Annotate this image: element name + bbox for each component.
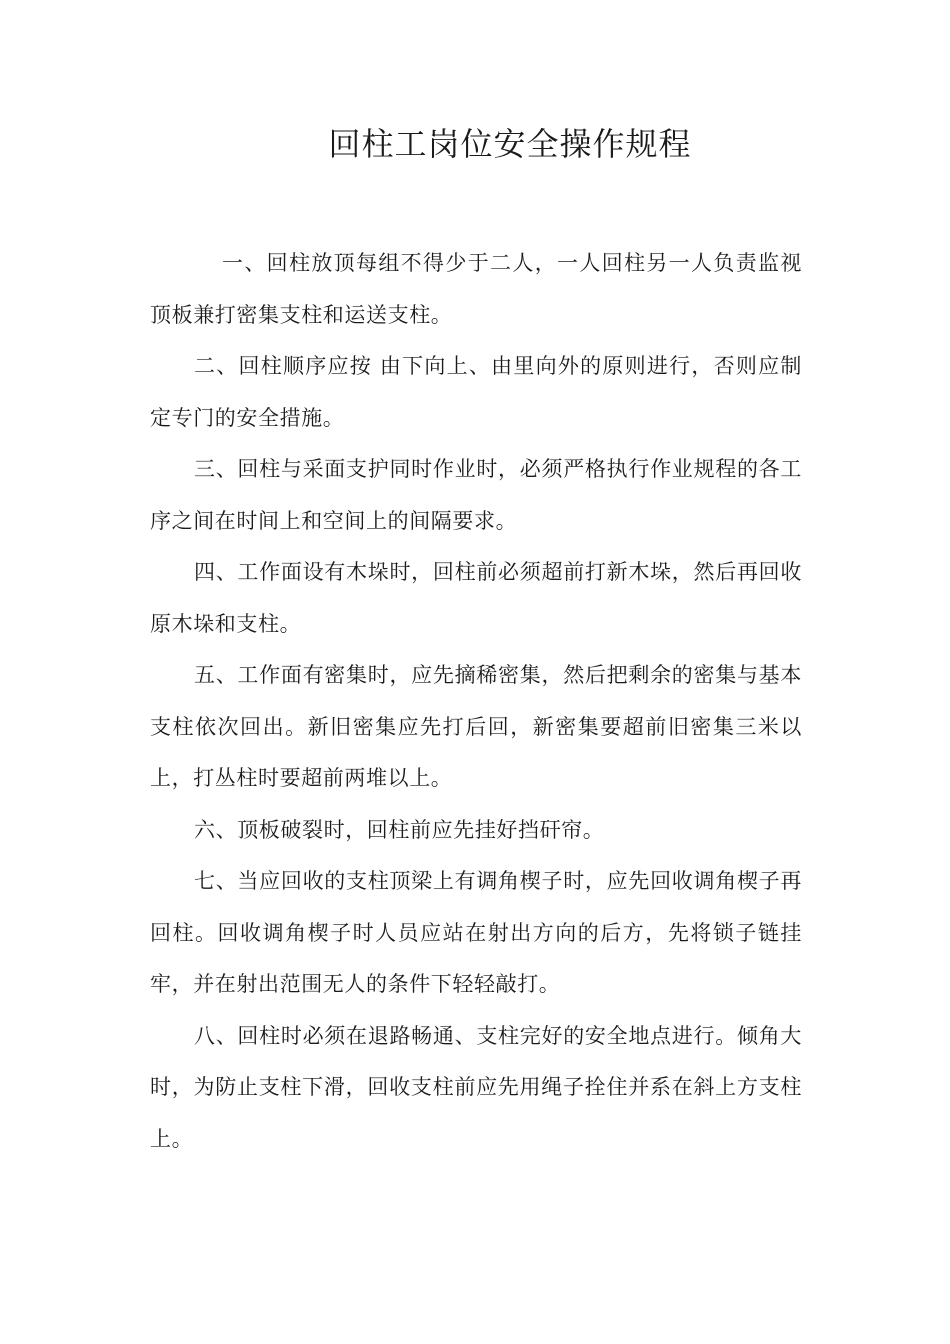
paragraph-4: 四、工作面设有木垛时，回柱前必须超前打新木垛，然后再回收原木垛和支柱。 bbox=[150, 560, 802, 636]
paragraph-8: 八、回柱时必须在退路畅通、支柱完好的安全地点进行。倾角大时，为防止支柱下滑，回收支柱前应先用绳子拴住并系在斜上方支柱上。 bbox=[150, 1023, 802, 1151]
paragraph-6: 六、顶板破裂时，回柱前应先挂好挡矸帘。 bbox=[194, 817, 605, 842]
paragraph-2: 二、回柱顺序应按 由下向上、由里向外的原则进行，否则应制定专门的安全措施。 bbox=[150, 354, 802, 430]
paragraph-1: 一、回柱放顶每组不得少于二人，一人回柱另一人负责监视顶板兼打密集支柱和运送支柱。 bbox=[150, 251, 802, 327]
document-body bbox=[150, 238, 802, 1165]
paragraph-3: 三、回柱与采面支护同时作业时，必须严格执行作业规程的各工序之间在时间上和空间上的间隔要求。 bbox=[150, 457, 802, 533]
paragraph-5: 五、工作面有密集时，应先摘稀密集，然后把剩余的密集与基本支柱依次回出。新旧密集应先打后回，新密集要超前旧密集三米以上，打丛柱时要超前两堆以上。 bbox=[150, 663, 802, 790]
document-title: 回柱工岗位安全操作规程 bbox=[328, 125, 692, 163]
paragraph-7: 七、当应回收的支柱顶梁上有调角楔子时，应先回收调角楔子再回柱。回收调角楔子时人员应站在射出方向的后方，先将锁子链挂牢，并在射出范围无人的条件下轻轻敲打。 bbox=[150, 869, 802, 996]
